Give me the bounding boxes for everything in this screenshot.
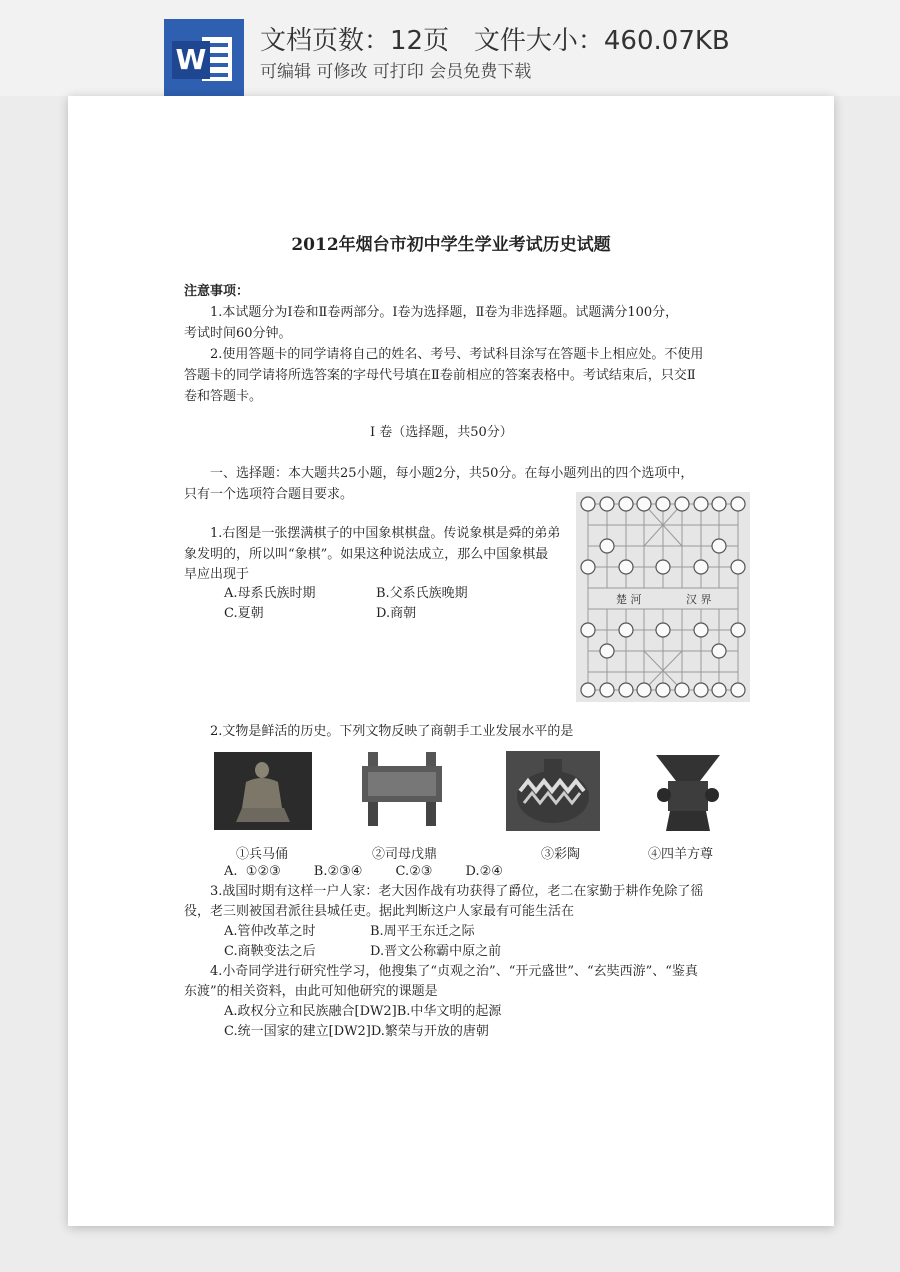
document-title: 2012年烟台市初中学生学业考试历史试题 xyxy=(291,235,611,255)
file-size: 文件大小：460.07KB xyxy=(473,26,730,56)
terracotta-warrior-image xyxy=(214,752,312,830)
question-2-text: 2.文物是鲜活的历史。下列文物反映了商朝手工业发展水平的是 xyxy=(210,724,574,739)
artifact-caption-2: ②司母戊鼎 xyxy=(372,847,438,862)
chess-river-left: 楚 河 xyxy=(616,593,642,606)
chess-river-right: 汉 界 xyxy=(686,593,712,606)
part-instruction: 一、选择题：本大题共25小题，每小题2分，共50分。在每小题列出的四个选项中， xyxy=(210,466,694,481)
question-1-option-d: D.商朝 xyxy=(376,606,417,621)
question-1-option-a: A.母系氏族时期 xyxy=(224,586,316,601)
artifact-caption-3: ③彩陶 xyxy=(541,847,581,862)
question-1-option-b: B.父系氏族晚期 xyxy=(376,586,468,601)
artifact-caption-4: ④四羊方尊 xyxy=(648,847,714,862)
file-actions: 可编辑 可修改 可打印 会员免费下载 xyxy=(260,62,532,82)
document-page xyxy=(68,96,834,1226)
page-count: 文档页数：12页 xyxy=(260,26,450,56)
chess-board-image xyxy=(576,492,750,702)
question-3-option-b: B.周平王东迁之际 xyxy=(370,924,475,939)
question-3-option-c: C.商鞅变法之后 xyxy=(224,944,316,959)
question-4-options: C.统一国家的建立[DW2]D.繁荣与开放的唐朝 xyxy=(224,1024,489,1039)
artifact-caption-1: ①兵马俑 xyxy=(236,847,289,862)
notice-line: 考试时间60分钟。 xyxy=(184,326,292,341)
header-banner xyxy=(0,0,900,96)
word-icon-letter: W xyxy=(172,41,210,79)
simuwu-ding-image xyxy=(354,748,450,830)
question-4-options: A.政权分立和民族融合[DW2]B.中华文明的起源 xyxy=(224,1004,502,1019)
question-2-options: A. ①②③ B.②③④ C.②③ D.②④ xyxy=(224,864,503,879)
question-4-text: 4.小奇同学进行研究性学习，他搜集了“贞观之治”、“开元盛世”、“玄奘西游”、“鉴真 xyxy=(210,964,698,979)
part-instruction: 只有一个选项符合题目要求。 xyxy=(184,487,354,502)
question-4-text: 东渡”的相关资料，由此可知他研究的课题是 xyxy=(184,984,438,999)
four-ram-square-zun-image xyxy=(648,751,728,835)
question-3-text: 3.战国时期有这样一户人家：老大因作战有功获得了爵位，老二在家勤于耕作免除了徭 xyxy=(210,884,704,899)
question-1-text: 早应出现于 xyxy=(184,567,250,582)
word-document-icon xyxy=(164,19,244,96)
notice-line: 1.本试题分为Ⅰ卷和Ⅱ卷两部分。Ⅰ卷为选择题，Ⅱ卷为非选择题。试题满分100分， xyxy=(210,305,679,320)
question-3-text: 役，老三则被国君派往县城任吏。据此判断这户人家最有可能生活在 xyxy=(184,904,575,919)
notice-line: 答题卡的同学请将所选答案的字母代号填在Ⅱ卷前相应的答案表格中。考试结束后，只交Ⅱ xyxy=(184,368,696,383)
question-1-option-c: C.夏朝 xyxy=(224,606,264,621)
file-meta xyxy=(260,20,730,57)
question-3-option-d: D.晋文公称霸中原之前 xyxy=(370,944,502,959)
section-title: Ⅰ 卷（选择题，共50分） xyxy=(370,425,513,440)
notice-line: 卷和答题卡。 xyxy=(184,389,263,404)
question-1-text: 象发明的，所以叫“象棋”。如果这种说法成立，那么中国象棋最 xyxy=(184,547,549,562)
painted-pottery-image xyxy=(506,751,600,831)
question-3-option-a: A.管仲改革之时 xyxy=(224,924,316,939)
notice-line: 2.使用答题卡的同学请将自己的姓名、考号、考试科目涂写在答题卡上相应处。不使用 xyxy=(210,347,704,362)
question-1-text: 1.右图是一张摆满棋子的中国象棋棋盘。传说象棋是舜的弟弟 xyxy=(210,526,561,541)
notice-heading: 注意事项： xyxy=(184,284,250,299)
